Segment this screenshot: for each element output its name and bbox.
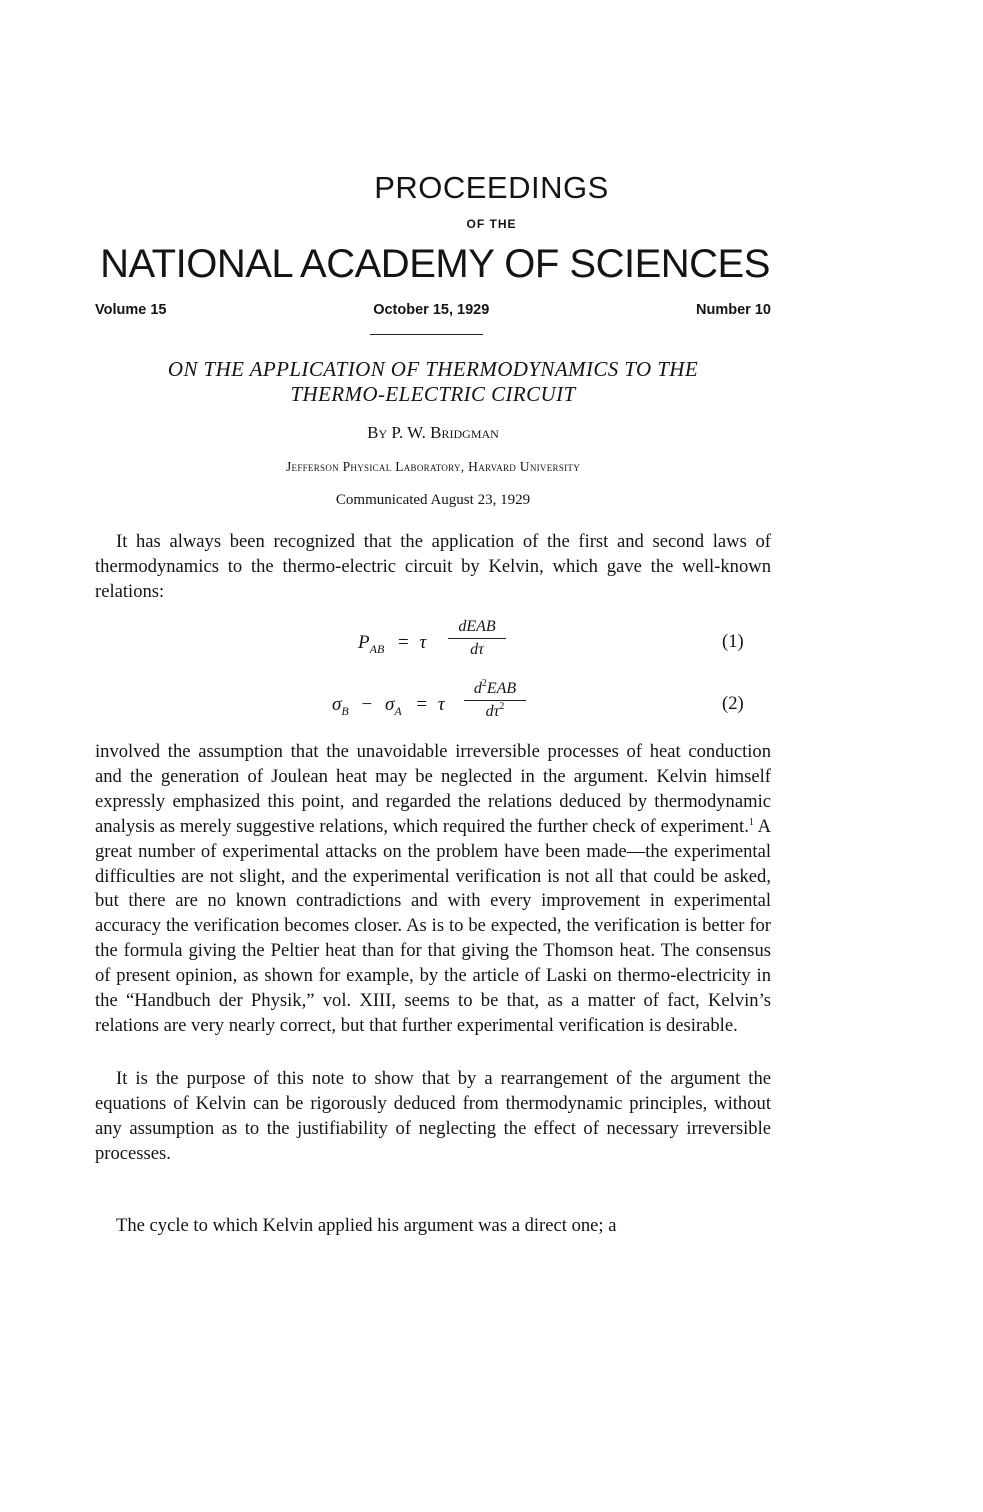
article-title-line-2: THERMO-ELECTRIC CIRCUIT: [290, 382, 576, 406]
issue-number: Number 10: [696, 302, 771, 318]
equation-1-number: (1): [722, 631, 744, 652]
body-paragraph-1: It has always been recognized that the application of the first and second laws of thermodynamics to the thermo-electric circuit by Kelvin, which gave the well-known relations:: [95, 531, 771, 602]
communicated-date: Communicated August 23, 1929: [335, 492, 531, 508]
footnote-marker: 1: [748, 816, 754, 828]
equation-2-lhs: $\sigma_B - \sigma_A = \tau$: [332, 694, 445, 718]
equation-2-number: (2): [722, 693, 744, 714]
author-byline: By P. W. Bridgman: [367, 423, 499, 442]
article-title: [95, 357, 771, 407]
body-paragraph-4: The cycle to which Kelvin applied his argument was a direct one; a: [116, 1215, 617, 1236]
body-paragraph-3: It is the purpose of this note to show that by a rearrangement of the argument the equations of Kelvin can be rigorously deduced from thermodynamic principles, without any assumption as to the justifiability of neglecting the effect of necessary irreversible processes.: [95, 1068, 771, 1164]
issue-date: October 15, 1929: [373, 302, 490, 318]
volume-label: Volume 15: [95, 302, 167, 318]
journal-title-proceedings: PROCEEDINGS: [374, 170, 609, 205]
issue-info-row: [95, 302, 771, 318]
body-paragraph-2: involved the assumption that the unavoidable irreversible processes of heat conduction and the generation of Joulean heat may be neglected in the argument. Kelvin himself expressly emphasized this point, and regarded the relations deduced by thermodynamic analysis as merely suggestive relations, which required the further check of experiment.$^1$ A great number of experimental attacks on the problem have been made—the experimental difficulties are not slight, and the experimental verification is not all that could be asked, but there are no known contradictions and with every improvement in experimental accuracy the verification becomes closer. As is to be expected, the verification is better for the formula giving the Peltier heat than for that giving the Thomson heat. The consensus of present opinion, as shown for example, by the article of Laski on thermo-electricity in the “Handbuch der Physik,” vol. XIII, seems to be that, as a matter of fact, Kelvin’s relations are very nearly correct, but that further experimental verification is desirable.: [95, 741, 771, 1036]
article-title-line-1: ON THE APPLICATION OF THERMODYNAMICS TO THE: [167, 357, 699, 381]
equation-1-lhs: $P_{AB} = \tau$: [358, 632, 427, 656]
author-affiliation: Jefferson Physical Laboratory, Harvard University: [285, 459, 581, 474]
header-divider: [370, 334, 483, 335]
journal-title-of-the: OF THE: [466, 217, 517, 231]
equation-2-fraction: $d^2EAB$ $d\tau^2$: [464, 680, 526, 721]
equation-1-fraction: dEAB dτ: [448, 618, 506, 659]
journal-title-academy: NATIONAL ACADEMY OF SCIENCES: [100, 242, 770, 286]
